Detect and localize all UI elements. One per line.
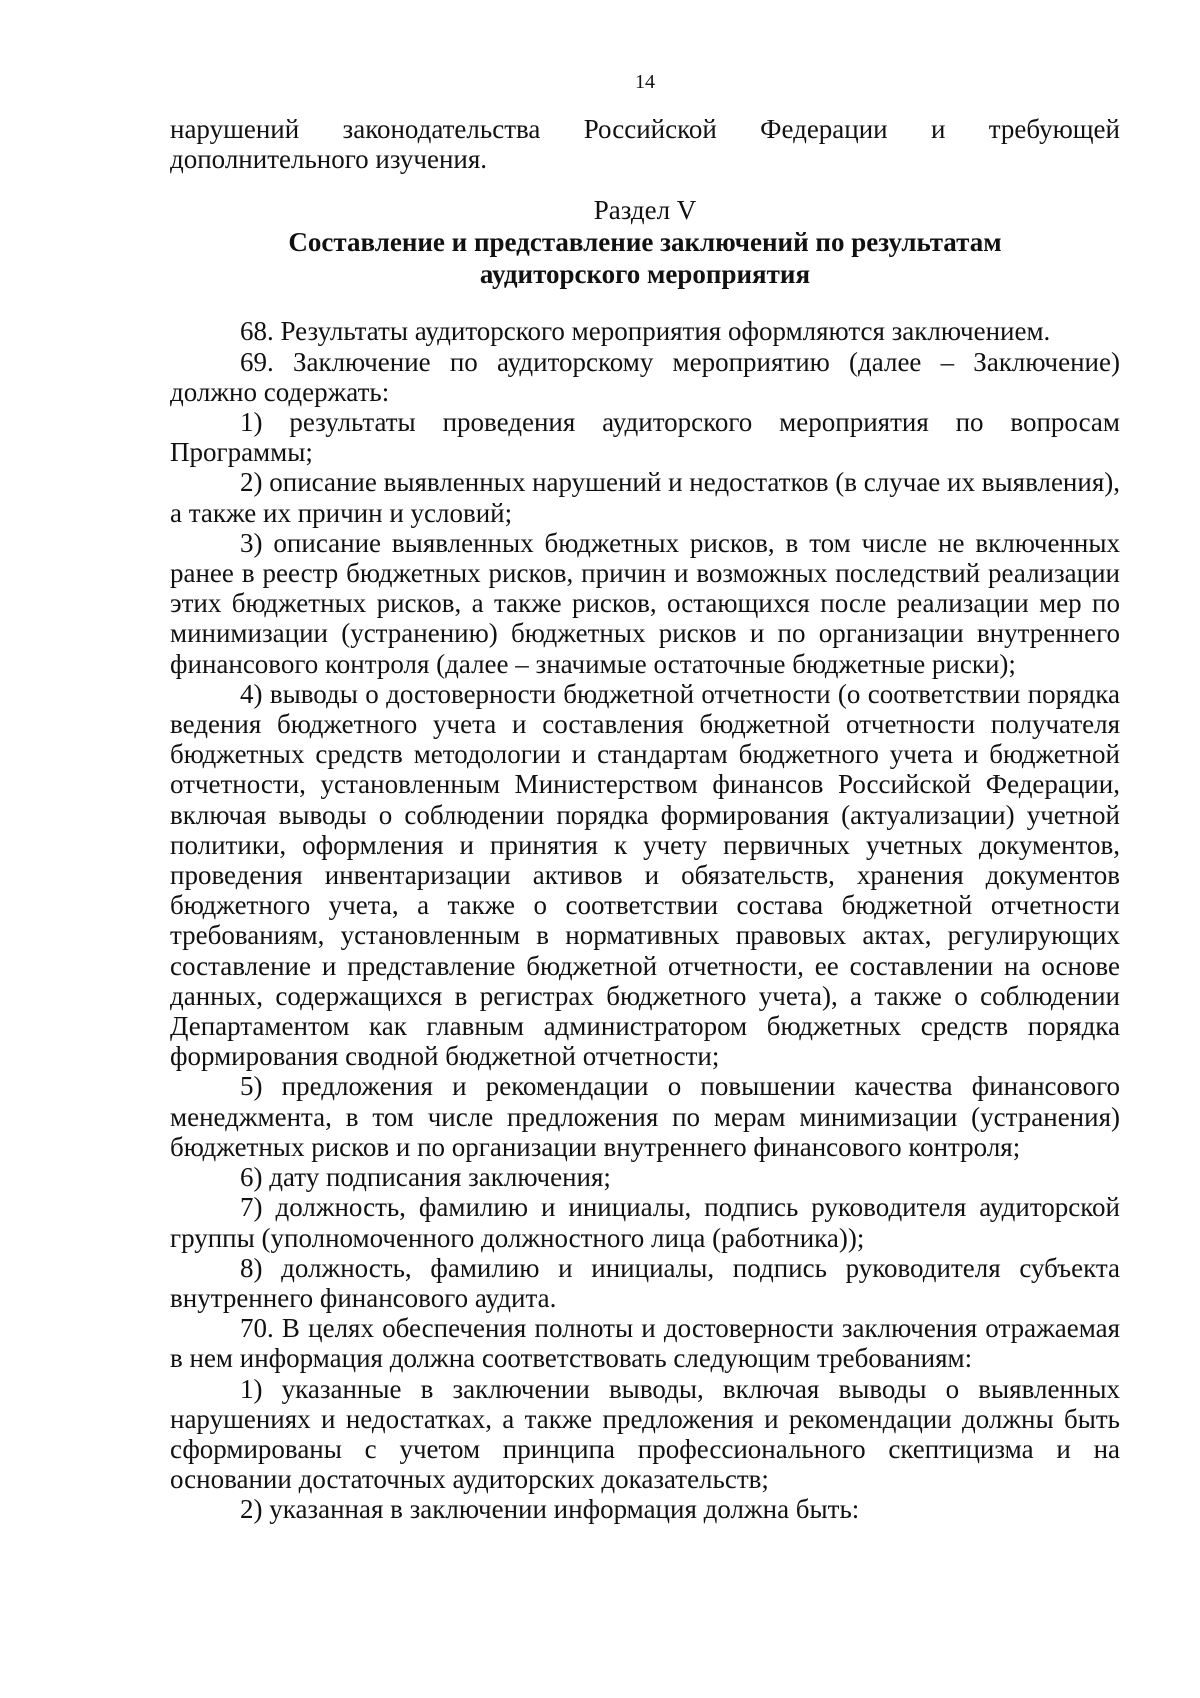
paragraph-69-item-8: 8) должность, фамилию и инициалы, подпись руководителя субъекта внутреннего финансового аудита. <box>170 1252 1120 1313</box>
paragraph-70-item-2: 2) указанная в заключении информация должна быть: <box>240 1494 860 1525</box>
paragraph-69-item-5: 5) предложения и рекомендации о повышении качества финансового менеджмента, в том числе предложения по мерам минимизации (устранения) бюджетных рисков и по организации внутреннего финансового контроля; <box>170 1071 1120 1162</box>
document-page <box>170 70 1120 1525</box>
paragraph-69-item-6: 6) дату подписания заключения; <box>240 1162 611 1193</box>
page-number: 14 <box>635 71 655 93</box>
section-label: Раздел V <box>593 195 697 226</box>
paragraph-69-item-4: 4) выводы о достоверности бюджетной отчетности (о соответствии порядка ведения бюджетного учета и составления бюджетной отчетности получателя бюджетных средств методологии и стандартам бюджетного учета и бюджетной отчетности, установленным Министерством финансов Российской Федерации, включая выводы о соблюдении порядка формирования (актуализации) учетной политики, оформления и принятия к учету первичных учетных документов, проведения инвентаризации активов и обязательств, хранения документов бюджетного учета, а также о соответствии состава бюджетной отчетности требованиям, установленным в нормативных правовых актах, регулирующих составление и представление бюджетной отчетности, ее составлении на основе данных, содержащихся в регистрах бюджетного учета), а также о соблюдении Департаментом как главным администратором бюджетных средств порядка формирования сводной бюджетной отчетности; <box>170 678 1120 1072</box>
paragraph-70: 70. В целях обеспечения полноты и достоверности заключения отражаемая в нем информация должна соответствовать следующим требованиям: <box>170 1313 1120 1374</box>
paragraph-69: 69. Заключение по аудиторскому мероприятию (далее – Заключение) должно содержать: <box>170 346 1120 407</box>
paragraph-68: 68. Результаты аудиторского мероприятия оформляются заключением. <box>240 316 1051 347</box>
intro-paragraph: нарушений законодательства Российской Федерации и требующей дополнительного изучения. <box>170 114 1120 175</box>
paragraph-70-item-1: 1) указанные в заключении выводы, включая выводы о выявленных нарушениях и недостатках, а также предложения и рекомендации должны быть сформированы с учетом принципа профессионального скептицизма и на основании достаточных аудиторских доказательств; <box>170 1373 1120 1495</box>
section-title-line-2: аудиторского мероприятия <box>479 259 811 290</box>
paragraph-69-item-7: 7) должность, фамилию и инициалы, подпись руководителя аудиторской группы (уполномоченного должностного лица (работника)); <box>170 1192 1120 1253</box>
paragraph-69-item-2: 2) описание выявленных нарушений и недостатков (в случае их выявления), а также их причин и условий; <box>170 467 1120 528</box>
section-heading <box>170 194 1120 290</box>
section-title-line-1: Составление и представление заключений по результатам <box>288 227 1002 258</box>
paragraph-69-item-1: 1) результаты проведения аудиторского мероприятия по вопросам Программы; <box>170 407 1120 468</box>
paragraph-69-item-3: 3) описание выявленных бюджетных рисков, в том числе не включенных ранее в реестр бюджетных рисков, причин и возможных последствий реализации этих бюджетных рисков, а также рисков, остающихся после реализации мер по минимизации (устранению) бюджетных рисков и по организации внутреннего финансового контроля (далее – значимые остаточные бюджетные риски); <box>170 527 1120 679</box>
